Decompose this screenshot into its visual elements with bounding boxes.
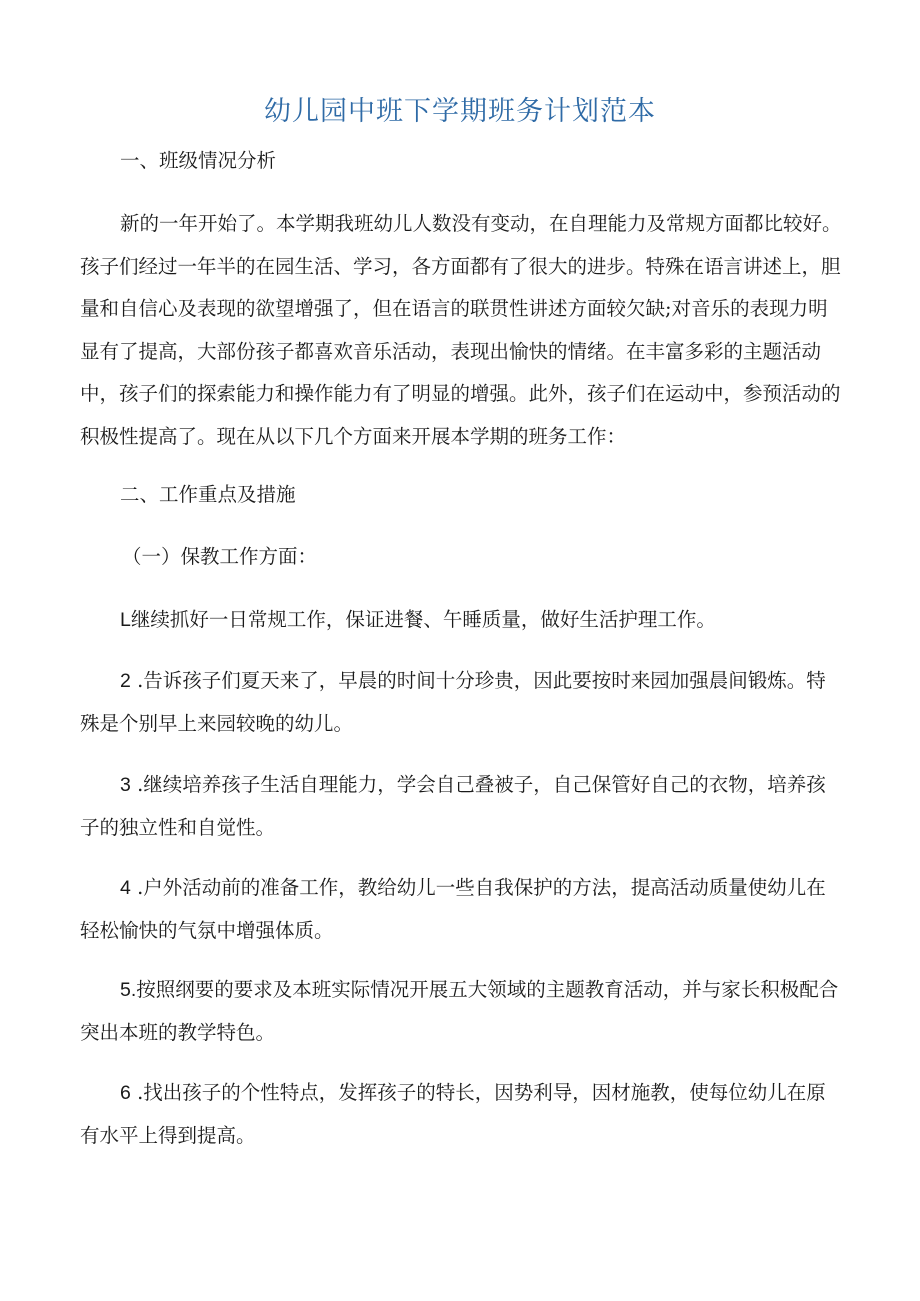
list-item-3 bbox=[80, 764, 842, 849]
list-item-text: .告诉孩子们夏天来了，早晨的时间十分珍贵，因此要按时来园加强晨间锻炼。特殊是个别早上来园较晚的幼儿。 bbox=[80, 669, 826, 735]
list-item-2 bbox=[80, 660, 842, 745]
list-item-number: 3 bbox=[120, 774, 131, 796]
list-item-text: 继续抓好一日常规工作，保证进餐、午睡质量，做好生活护理工作。 bbox=[130, 608, 716, 631]
list-item-text: .继续培养孩子生活自理能力，学会自己叠被子，自己保管好自己的衣物，培养孩子的独立性和自觉性。 bbox=[80, 773, 826, 839]
section-1-paragraph: 新的一年开始了。本学期我班幼儿人数没有变动，在自理能力及常规方面都比较好。孩子们经过一年半的在园生活、学习，各方面都有了很大的进步。特殊在语言讲述上，胆量和自信心及表现的欲望增强了，但在语言的联贯性讲述方面较欠缺;对音乐的表现力明显有了提高，大部份孩子都喜欢音乐活动，表现出愉快的情绪。在丰富多彩的主题活动中，孩子们的探索能力和操作能力有了明显的增强。此外，孩子们在运动中，参预活动的积极性提高了。现在从以下几个方面来开展本学期的班务工作： bbox=[80, 212, 842, 448]
list-item-number: 4 bbox=[120, 877, 131, 899]
section-heading-2: 二、工作重点及措施 bbox=[120, 483, 296, 506]
list-item-1 bbox=[120, 599, 842, 642]
list-item-text: .户外活动前的准备工作，教给幼儿一些自我保护的方法，提高活动质量使幼儿在轻松愉快的气氛中增强体质。 bbox=[80, 876, 826, 942]
list-item-number: 2 bbox=[120, 670, 131, 692]
list-item-5 bbox=[80, 969, 842, 1054]
list-item-text: 按照纲要的要求及本班实际情况开展五大领域的主题教育活动，并与家长积极配合突出本班的教学特色。 bbox=[80, 978, 839, 1044]
list-item-4 bbox=[80, 867, 842, 952]
section-heading-1: 一、班级情况分析 bbox=[120, 149, 277, 172]
document-title: 幼儿园中班下学期班务计划范本 bbox=[264, 96, 656, 127]
list-item-6 bbox=[80, 1072, 842, 1157]
list-item-number: L bbox=[120, 609, 131, 631]
list-item-number: 6 bbox=[120, 1082, 131, 1104]
list-item-number: 5. bbox=[120, 979, 137, 1001]
list-item-text: .找出孩子的个性特点，发挥孩子的特长，因势利导，因材施教，使每位幼儿在原有水平上得到提高。 bbox=[80, 1081, 826, 1147]
subsection-heading-1: （一）保教工作方面： bbox=[122, 545, 318, 568]
